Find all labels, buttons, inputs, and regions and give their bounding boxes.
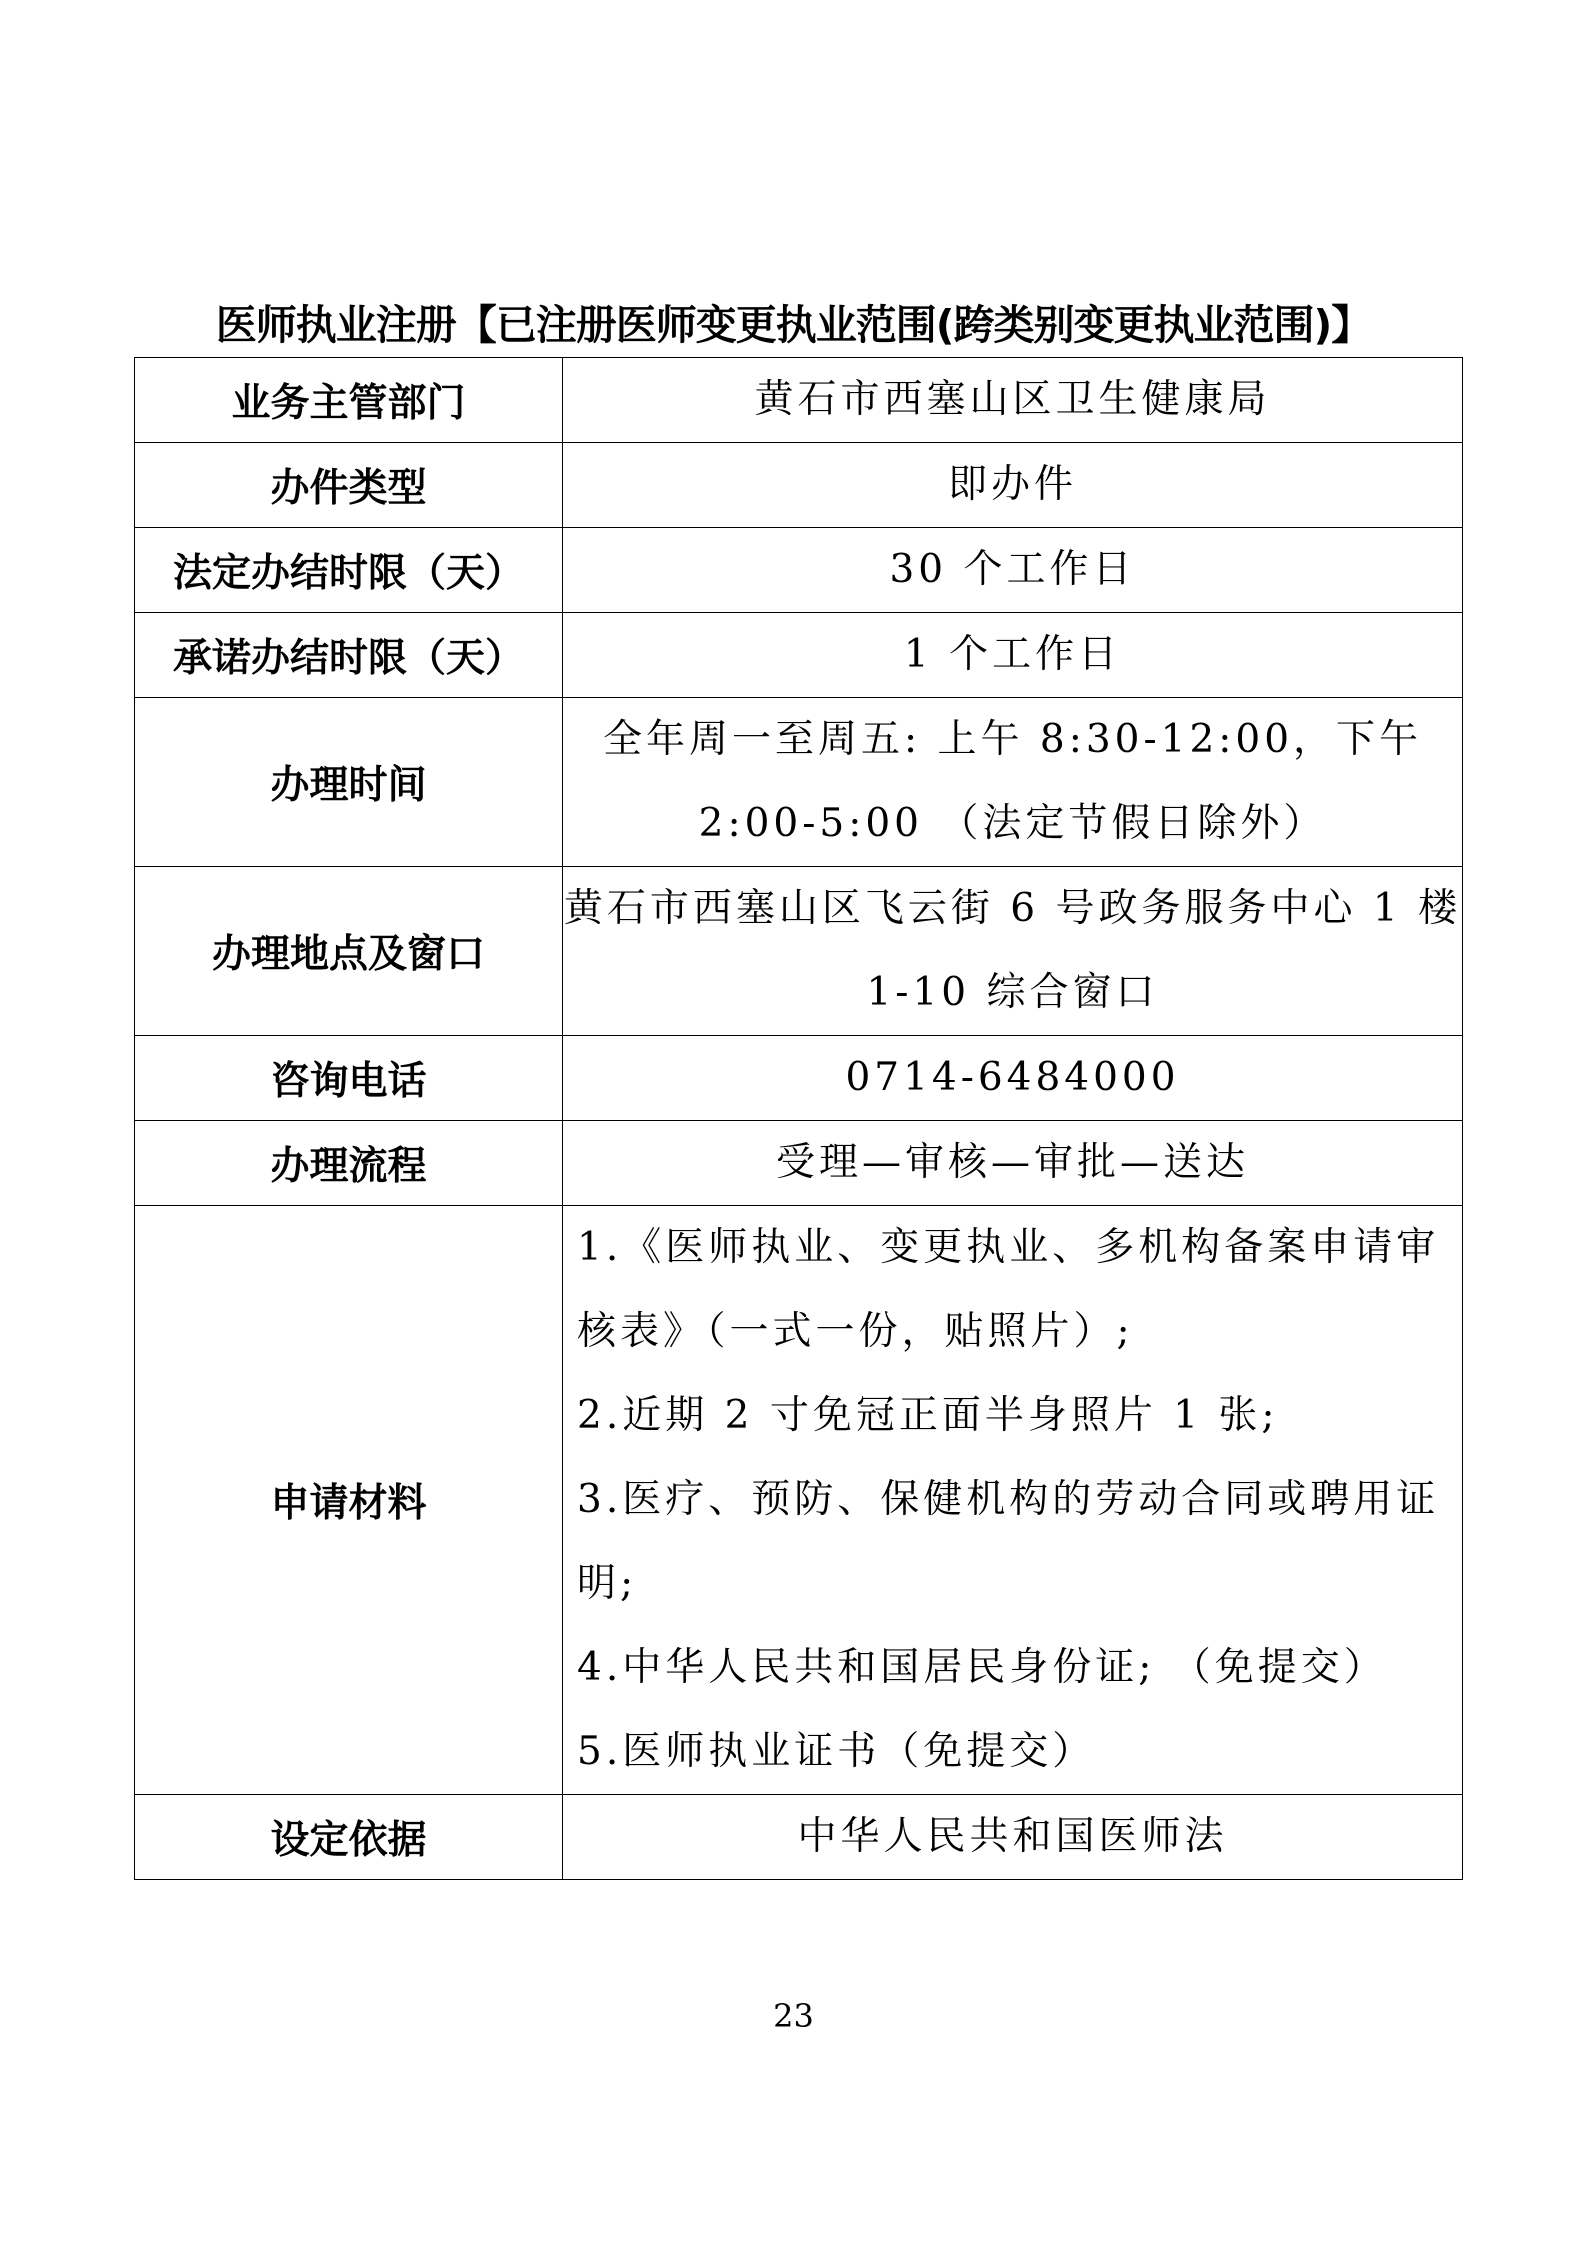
materials-line: 3.医疗、预防、保健机构的劳动合同或聘用证	[577, 1477, 1440, 1522]
materials-line: 明;	[577, 1561, 638, 1606]
table-row	[135, 528, 1463, 613]
row-value-legal-time-limit: 30 个工作日	[563, 528, 1463, 613]
table-row	[135, 698, 1463, 867]
materials-line: 5.医师执业证书（免提交）	[577, 1729, 1096, 1774]
row-value-materials	[563, 1206, 1463, 1795]
table-row	[135, 443, 1463, 528]
row-label-promised-time-limit: 承诺办结时限（天）	[135, 613, 563, 698]
row-label-office-hours: 办理时间	[135, 698, 563, 867]
row-label-legal-time-limit: 法定办结时限（天）	[135, 528, 563, 613]
materials-line: 核表》（一式一份，贴照片）;	[577, 1309, 1134, 1354]
location-line: 黄石市西塞山区飞云街 6 号政务服务中心 1 楼	[563, 886, 1462, 931]
row-label-legal-basis: 设定依据	[135, 1795, 563, 1880]
materials-line: 4.中华人民共和国居民身份证; （免提交）	[577, 1645, 1387, 1690]
row-value-phone: 0714-6484000	[563, 1036, 1463, 1121]
table-row	[135, 358, 1463, 443]
row-label-location: 办理地点及窗口	[135, 867, 563, 1036]
row-value-office-hours	[563, 698, 1463, 867]
row-value-department: 黄石市西塞山区卫生健康局	[563, 358, 1463, 443]
row-label-process: 办理流程	[135, 1121, 563, 1206]
row-value-promised-time-limit: 1 个工作日	[563, 613, 1463, 698]
table-row	[135, 1795, 1463, 1880]
row-label-phone: 咨询电话	[135, 1036, 563, 1121]
document-title: 医师执业注册【已注册医师变更执业范围(跨类别变更执业范围)】	[215, 301, 1372, 349]
office-hours-line: 2:00-5:00 （法定节假日除外）	[698, 801, 1327, 846]
row-value-case-type: 即办件	[563, 443, 1463, 528]
row-label-department: 业务主管部门	[135, 358, 563, 443]
table-row	[135, 867, 1463, 1036]
row-label-case-type: 办件类型	[135, 443, 563, 528]
row-value-process: 受理—审核—审批—送达	[563, 1121, 1463, 1206]
row-value-location	[563, 867, 1463, 1036]
page-number: 23	[773, 1997, 814, 2035]
table-row	[135, 1121, 1463, 1206]
service-info-table	[134, 357, 1463, 1880]
row-label-materials: 申请材料	[135, 1206, 563, 1795]
table-row	[135, 1206, 1463, 1795]
materials-line: 2.近期 2 寸免冠正面半身照片 1 张;	[577, 1393, 1279, 1438]
row-value-legal-basis: 中华人民共和国医师法	[563, 1795, 1463, 1880]
location-line: 1-10 综合窗口	[866, 970, 1159, 1015]
office-hours-line: 全年周一至周五: 上午 8:30-12:00，下午	[602, 717, 1423, 762]
materials-line: 1.《医师执业、变更执业、多机构备案申请审	[577, 1225, 1440, 1270]
table-row	[135, 613, 1463, 698]
table-row	[135, 1036, 1463, 1121]
